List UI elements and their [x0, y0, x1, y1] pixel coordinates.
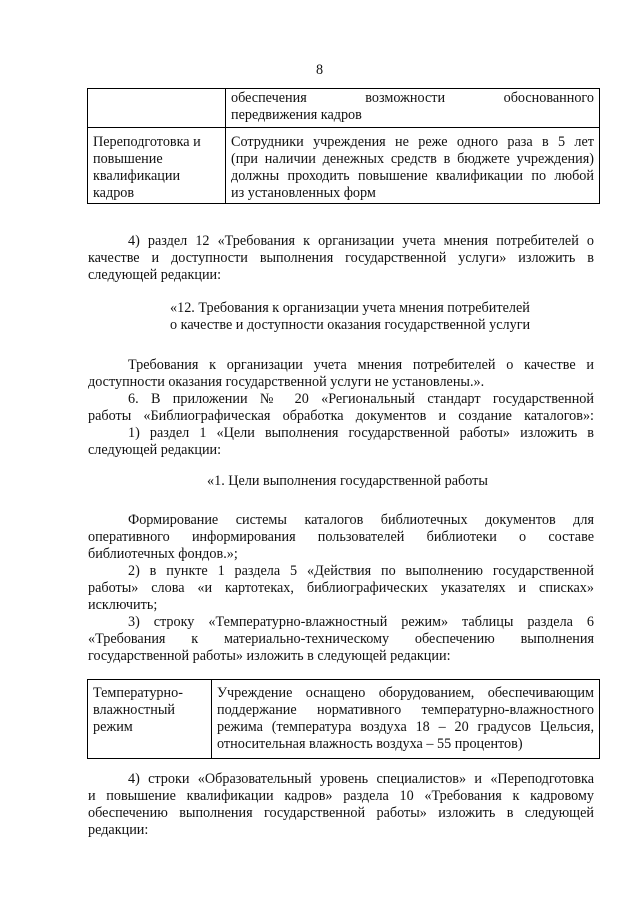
paragraph: [88, 771, 594, 839]
text-line: библиотечных фондов.»;: [88, 546, 238, 562]
text-line: Формирование системы каталогов библиотечных документов для: [128, 512, 594, 528]
cell-line: должны проходить повышение квалификации по любой: [231, 168, 594, 184]
text-line: обеспечению выполнения государственной работы» изложить в следующей: [88, 805, 594, 821]
table-cell: [226, 128, 600, 204]
cell-line: Учреждение оснащено оборудованием, обеспечивающим: [217, 685, 594, 701]
cell-line: (при наличии денежных средств в бюджете учреждения): [231, 151, 594, 167]
paragraph: [88, 512, 594, 665]
cell-line: Переподготовка и: [93, 134, 201, 150]
table-cell: [88, 680, 212, 759]
text-line: работы «Библиографическая обработка документов и создание каталогов»:: [88, 408, 594, 424]
text-line: работы» слова «и картотеках, библиографических указателях и списках»: [88, 580, 594, 596]
text-line: исключить;: [88, 597, 158, 613]
cell-line: влажностный: [93, 702, 175, 718]
cell-line: режим: [93, 719, 133, 735]
cell-line: передвижения кадров: [231, 107, 362, 123]
table-cell: [226, 89, 600, 128]
cell-line: повышение: [93, 151, 163, 167]
text-line: Требования к организации учета мнения потребителей о качестве и: [128, 357, 594, 373]
table-cell: [88, 89, 226, 128]
text-line: доступности оказания государственной услуги не установлены.».: [88, 374, 485, 390]
text-line: следующей редакции:: [88, 442, 222, 458]
text-line: 4) строки «Образовательный уровень специалистов» и «Переподготовка: [128, 771, 594, 787]
cell-line: обеспечения возможности обоснованного: [231, 90, 594, 106]
text-line: и повышение квалификации кадров» раздела 10 «Требования к кадровому: [88, 788, 594, 804]
paragraph: [88, 357, 594, 459]
heading-line: «12. Требования к организации учета мнения потребителей: [170, 300, 530, 316]
text-line: качестве и доступности выполнения государственной услуги» изложить в: [88, 250, 594, 266]
table-cell: [212, 680, 600, 759]
cell-line: Сотрудники учреждения не реже одного раза в 5 лет: [231, 134, 594, 150]
section-heading: [170, 300, 590, 334]
staffing-table: [87, 88, 600, 204]
cell-line: поддержание нормативного температурно-влажностного: [217, 702, 594, 718]
temperature-humidity-table: [87, 679, 600, 759]
table-row: [88, 128, 600, 204]
table-row: [88, 89, 600, 128]
cell-line: относительная влажность воздуха – 55 процентов): [217, 736, 523, 752]
text-line: 3) строку «Температурно-влажностный режим» таблицы раздела 6: [128, 614, 594, 630]
text-line: государственной работы» изложить в следующей редакции:: [88, 648, 451, 664]
table-cell: [88, 128, 226, 204]
heading-line: о качестве и доступности оказания государственной услуги: [170, 317, 531, 333]
section-heading: [207, 473, 587, 490]
text-line: 2) в пункте 1 раздела 5 «Действия по выполнению государственной: [128, 563, 594, 579]
heading-line: «1. Цели выполнения государственной работы: [207, 473, 488, 489]
text-line: «Требования к материально-техническому обеспечению выполнения: [88, 631, 594, 647]
cell-line: кадров: [93, 185, 135, 201]
text-line: редакции:: [88, 822, 149, 838]
paragraph: [88, 233, 594, 284]
cell-line: Температурно-: [93, 685, 183, 701]
cell-line: квалификации: [93, 168, 181, 184]
table-row: [88, 680, 600, 759]
text-line: оперативного информирования пользователей библиотеки о составе: [88, 529, 594, 545]
text-line: следующей редакции:: [88, 267, 222, 283]
text-line: 1) раздел 1 «Цели выполнения государственной работы» изложить в: [128, 425, 594, 441]
cell-line: из установленных форм: [231, 185, 376, 201]
text-line: 4) раздел 12 «Требования к организации учета мнения потребителей о: [128, 233, 594, 249]
text-line: 6. В приложении № 20 «Региональный стандарт государственной: [128, 391, 594, 407]
page-number: 8: [315, 62, 324, 78]
cell-line: режима (температура воздуха 18 – 20 градусов Цельсия,: [217, 719, 594, 735]
